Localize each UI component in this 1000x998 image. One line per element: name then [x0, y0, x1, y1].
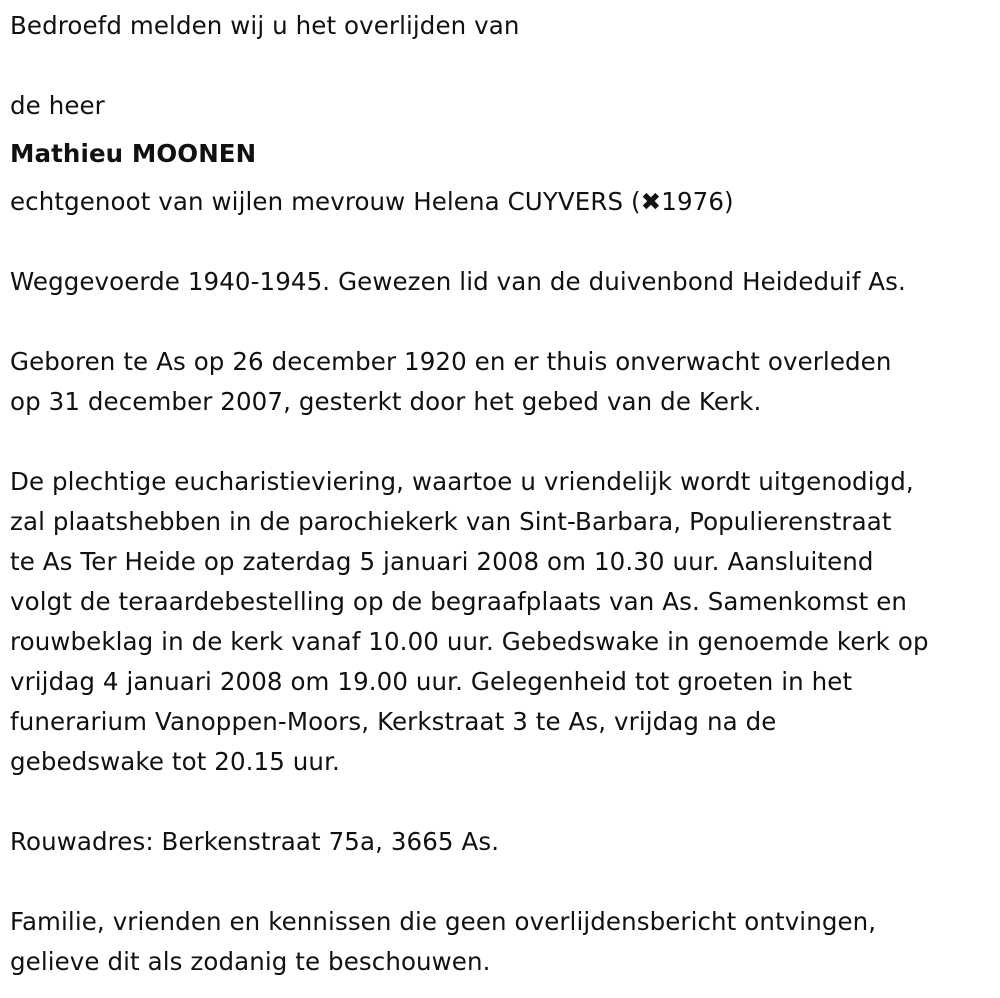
- title-prefix: de heer: [10, 91, 105, 120]
- ceremony-line-3: te As Ter Heide op zaterdag 5 januari 2008 om 10.30 uur. Aansluitend: [10, 547, 874, 576]
- ceremony-line-2: zal plaatshebben in de parochiekerk van Sint-Barbara, Populierenstraat: [10, 507, 892, 536]
- closing-line-1: Familie, vrienden en kennissen die geen overlijdensbericht ontvingen,: [10, 907, 877, 936]
- mourning-address: Rouwadres: Berkenstraat 75a, 3665 As.: [10, 827, 500, 856]
- ceremony-line-5: rouwbeklag in de kerk vanaf 10.00 uur. Gebedswake in genoemde kerk op: [10, 627, 929, 656]
- deceased-name: Mathieu MOONEN: [10, 139, 257, 168]
- ceremony-line-8: gebedswake tot 20.15 uur.: [10, 747, 340, 776]
- closing-line-2: gelieve dit als zodanig te beschouwen.: [10, 947, 491, 976]
- ceremony-line-7: funerarium Vanoppen-Moors, Kerkstraat 3 te As, vrijdag na de: [10, 707, 777, 736]
- birth-death-line-1: Geboren te As op 26 december 1920 en er thuis onverwacht overleden: [10, 347, 892, 376]
- history-text: Weggevoerde 1940-1945. Gewezen lid van de duivenbond Heideduif As.: [10, 267, 906, 296]
- ceremony-line-4: volgt de teraardebestelling op de begraafplaats van As. Samenkomst en: [10, 587, 908, 616]
- spouse-text: echtgenoot van wijlen mevrouw Helena CUYVERS (✖1976): [10, 187, 734, 216]
- ceremony-line-1: De plechtige eucharistieviering, waartoe u vriendelijk wordt uitgenodigd,: [10, 467, 914, 496]
- intro-text: Bedroefd melden wij u het overlijden van: [10, 11, 520, 40]
- ceremony-line-6: vrijdag 4 januari 2008 om 19.00 uur. Gelegenheid tot groeten in het: [10, 667, 853, 696]
- birth-death-line-2: op 31 december 2007, gesterkt door het gebed van de Kerk.: [10, 387, 762, 416]
